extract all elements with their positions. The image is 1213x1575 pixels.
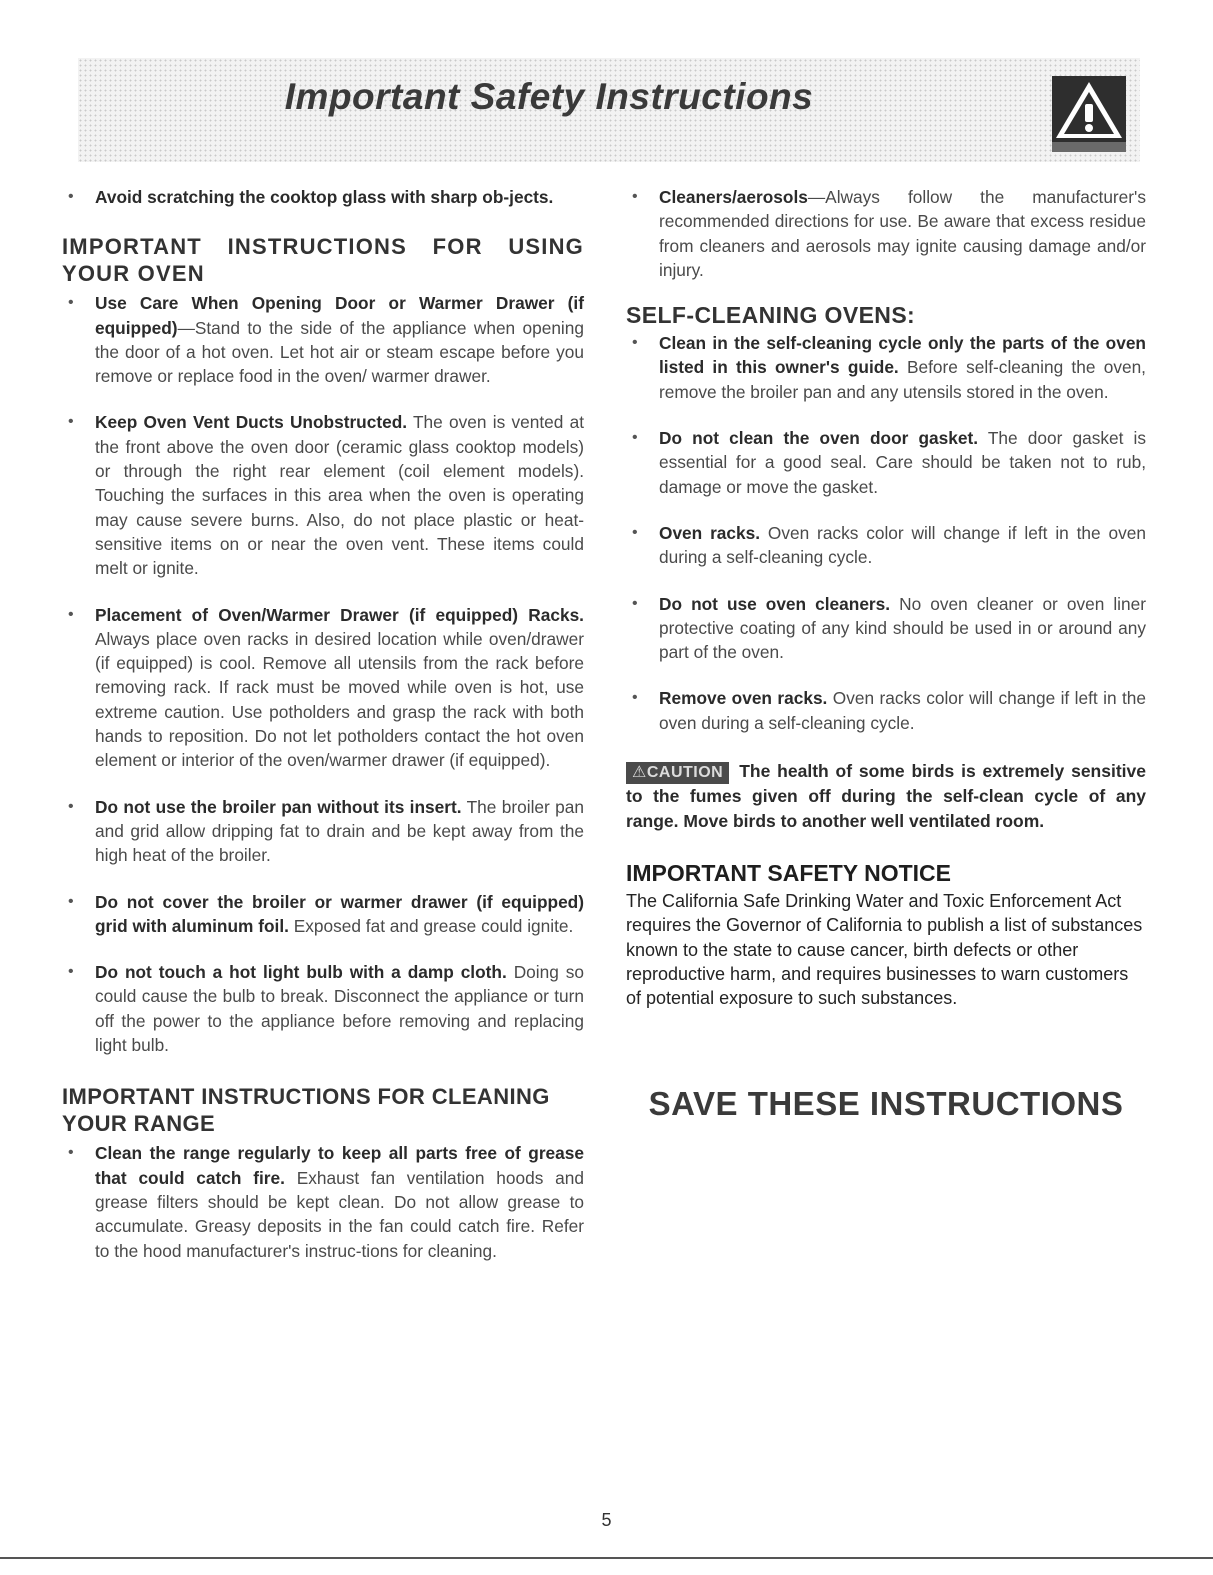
list-item: • Do not use the broiler pan without its insert. The broiler pan and grid allow dripping fat to drain and be kept away from the high heat of the broiler. — [68, 796, 584, 866]
bullet-icon: • — [68, 294, 74, 312]
warning-triangle-icon — [1052, 76, 1126, 152]
left-column — [62, 185, 584, 1263]
bullet-icon: • — [632, 429, 638, 447]
page-title: Important Safety Instructions — [284, 76, 814, 117]
section-heading-cleaning-range: IMPORTANT INSTRUCTIONS FOR CLEANING YOUR RANGE — [62, 1084, 550, 1137]
section-heading-self-cleaning: SELF-CLEANING OVENS: — [626, 302, 916, 329]
bullet-icon: • — [68, 413, 74, 431]
right-column — [626, 185, 1146, 1123]
list-item: • Do not clean the oven door gasket. The door gasket is essential for a good seal. Care should be taken not to rub, damage or move the gasket. — [632, 428, 1147, 497]
list-item: • Placement of Oven/Warmer Drawer (if equipped) Racks. Always place oven racks in desired location while oven/drawer (if equipped) is cool. Remove all utensils from the rack before removing rack. If rack must be moved while oven is hot, use extreme caution. Use potholders and grasp the rack with both hands to reposition. Do not let potholders contact the hot oven element or interior of the oven/warmer drawer (if equipped). — [68, 604, 584, 771]
list-item: • Use Care When Opening Door or Warmer Drawer (if equipped)—Stand to the side of the appliance when opening the door of a hot oven. Let hot air or steam escape before you remove or replace food in the oven/ warmer drawer. — [68, 293, 584, 387]
list-item: • Do not touch a hot light bulb with a damp cloth. Doing so could cause the bulb to break. Disconnect the appliance or turn off the power to the appliance before removing and replacing light bulb. — [68, 962, 585, 1056]
bullet-icon: • — [632, 523, 638, 541]
bullet-icon: • — [68, 1144, 74, 1162]
safety-notice-body: The California Safe Drinking Water and Toxic Enforcement Act requires the Governor of California to publish a list of substances known to the state to cause cancer, birth defects or other reproductive harm, and requires businesses to warn customers of potential exposure to such substances. — [626, 891, 1143, 1009]
section-heading-using-oven: IMPORTANT INSTRUCTIONS FOR USING YOUR OVEN — [62, 234, 584, 287]
bullet-icon: • — [68, 797, 74, 815]
bullet-icon: • — [632, 188, 638, 205]
list-item: • Remove oven racks. Oven racks color will change if left in the oven during a self-cleaning cycle. — [632, 688, 1146, 733]
bullet-icon: • — [68, 892, 74, 910]
caution-notice: ⚠CAUTION The health of some birds is extremely sensitive to the fumes given off during the self-clean cycle of any range. Move birds to another well ventilated room. — [626, 761, 1146, 831]
caution-badge: ⚠CAUTION — [626, 762, 729, 784]
list-item: • Cleaners/aerosols—Always follow the manufacturer's recommended directions for use. Be aware that excess residue from cleaners and aerosols may ignite causing damage and/or injury. — [632, 187, 1146, 280]
footer-rule — [0, 1557, 1213, 1559]
bullet-icon: • — [632, 334, 638, 352]
list-item: • Keep Oven Vent Ducts Unobstructed. The oven is vented at the front above the oven door (ceramic glass cooktop models) or through the right rear element (coil element models). Touching the surfaces in this area when the oven is operating may cause severe burns. Also, do not place plastic or heat-sensitive items on or near the oven vent. These items could melt or ignite. — [68, 412, 584, 579]
bullet-icon: • — [68, 188, 74, 205]
bullet-icon: • — [632, 689, 638, 707]
list-item: • Do not use oven cleaners. No oven cleaner or oven liner protective coating of any kind should be used in or around any part of the oven. — [632, 593, 1146, 663]
header-banner — [78, 58, 1140, 162]
bullet-icon: • — [68, 963, 74, 981]
list-item: • Oven racks. Oven racks color will change if left in the oven during a self-cleaning cycle. — [632, 522, 1146, 568]
list-item: • Do not cover the broiler or warmer drawer (if equipped) grid with aluminum foil. Exposed fat and grease could ignite. — [68, 891, 584, 936]
safety-notice-title: IMPORTANT SAFETY NOTICE — [626, 860, 951, 887]
bullet-icon: • — [68, 605, 74, 623]
bullet-icon: • — [632, 594, 638, 612]
list-item: • Avoid scratching the cooktop glass with sharp ob-jects. — [62, 185, 584, 209]
page-number: 5 — [601, 1510, 612, 1530]
warning-small-icon: ⚠ — [632, 764, 647, 782]
list-item: • Clean in the self-cleaning cycle only the parts of the oven listed in this owner's guide. Before self-cleaning the oven, remove the broiler pan and any utensils stored in the oven. — [632, 333, 1146, 402]
save-instructions-heading: SAVE THESE INSTRUCTIONS — [648, 1084, 1124, 1122]
list-item: • Clean the range regularly to keep all parts free of grease that could catch fire. Exhaust fan ventilation hoods and grease filters should be kept clean. Do not allow grease to accumulate. Greasy deposits in the fan could catch fire. Refer to the hood manufacturer's instruc-tions for cleaning. — [68, 1143, 584, 1261]
